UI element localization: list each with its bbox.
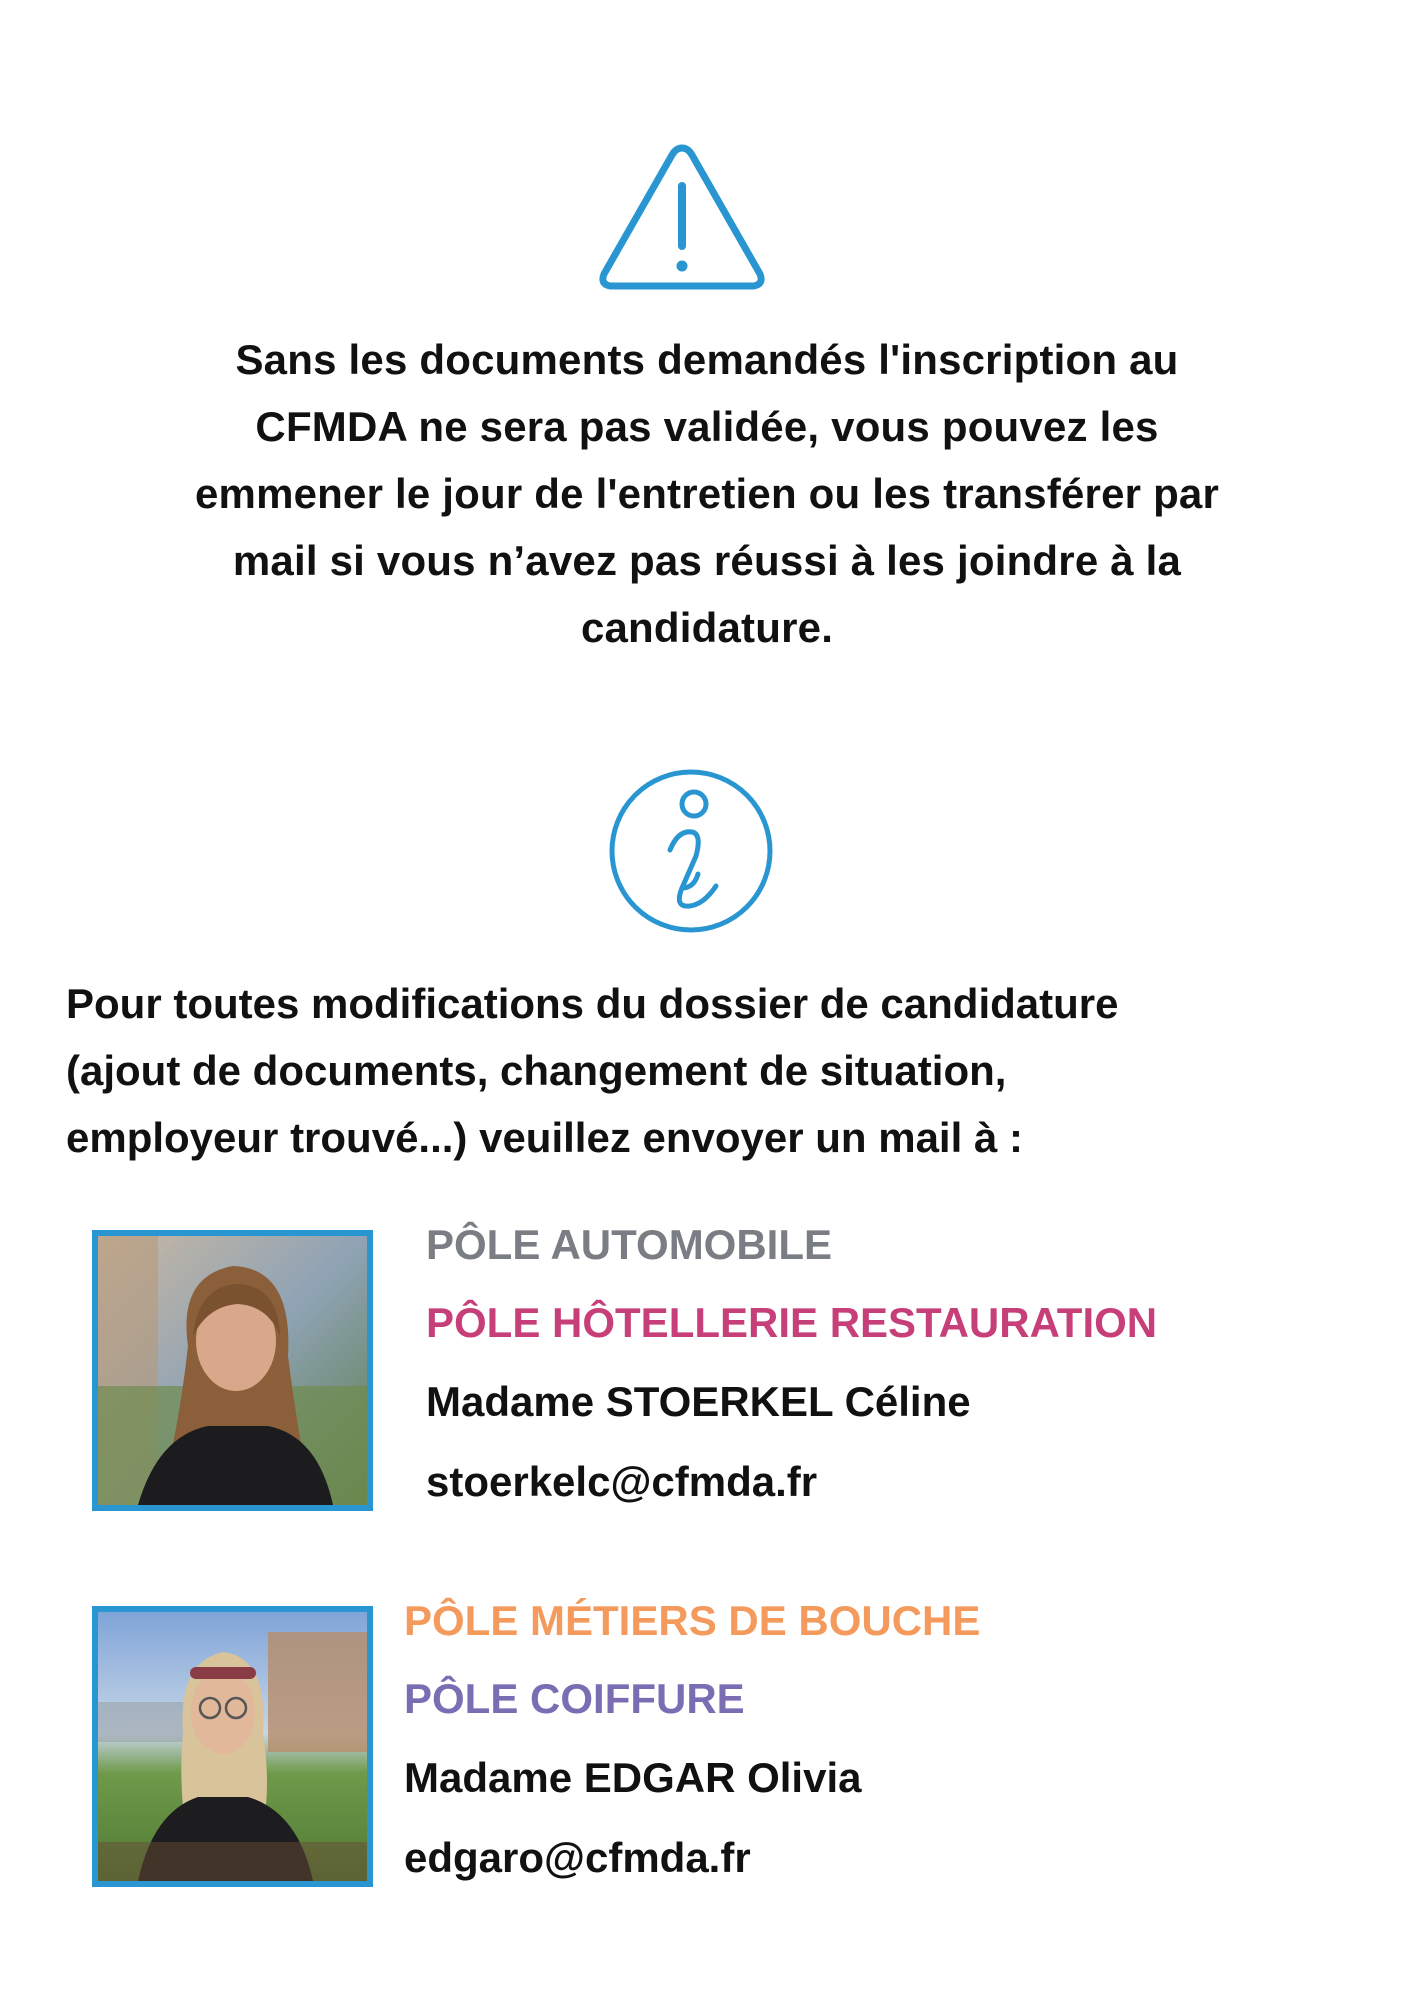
contact-email[interactable]: edgaro@cfmda.fr [404, 1834, 751, 1881]
warning-triangle-icon [594, 138, 770, 298]
info-icon [606, 766, 776, 936]
info-line: Pour toutes modifications du dossier de candidature [66, 980, 1119, 1027]
warning-line: Sans les documents demandés l'inscription au [235, 336, 1179, 383]
info-line: employeur trouvé...) veuillez envoyer un mail à : [66, 1114, 1023, 1161]
contact-photo [92, 1230, 373, 1511]
pole-label: PÔLE COIFFURE [404, 1675, 745, 1722]
pole-label: PÔLE HÔTELLERIE RESTAURATION [426, 1299, 1158, 1346]
warning-message [80, 326, 1334, 661]
pole-label: PÔLE MÉTIERS DE BOUCHE [404, 1597, 981, 1644]
contact-name: Madame STOERKEL Céline [426, 1378, 971, 1425]
contact-details [426, 1206, 1157, 1522]
pole-label: PÔLE AUTOMOBILE [426, 1221, 833, 1268]
avatar [98, 1236, 367, 1505]
info-message [66, 970, 1356, 1171]
contact-name: Madame EDGAR Olivia [404, 1754, 862, 1801]
warning-line: mail si vous n’avez pas réussi à les joindre à la [232, 537, 1182, 584]
contact-photo [92, 1606, 373, 1887]
warning-line: emmener le jour de l'entretien ou les transférer par [194, 470, 1220, 517]
warning-line: candidature. [580, 604, 834, 651]
warning-line: CFMDA ne sera pas validée, vous pouvez les [255, 403, 1159, 450]
info-line: (ajout de documents, changement de situation, [66, 1047, 1007, 1094]
contact-details [404, 1582, 980, 1898]
avatar [98, 1612, 367, 1881]
contact-email[interactable]: stoerkelc@cfmda.fr [426, 1458, 818, 1505]
